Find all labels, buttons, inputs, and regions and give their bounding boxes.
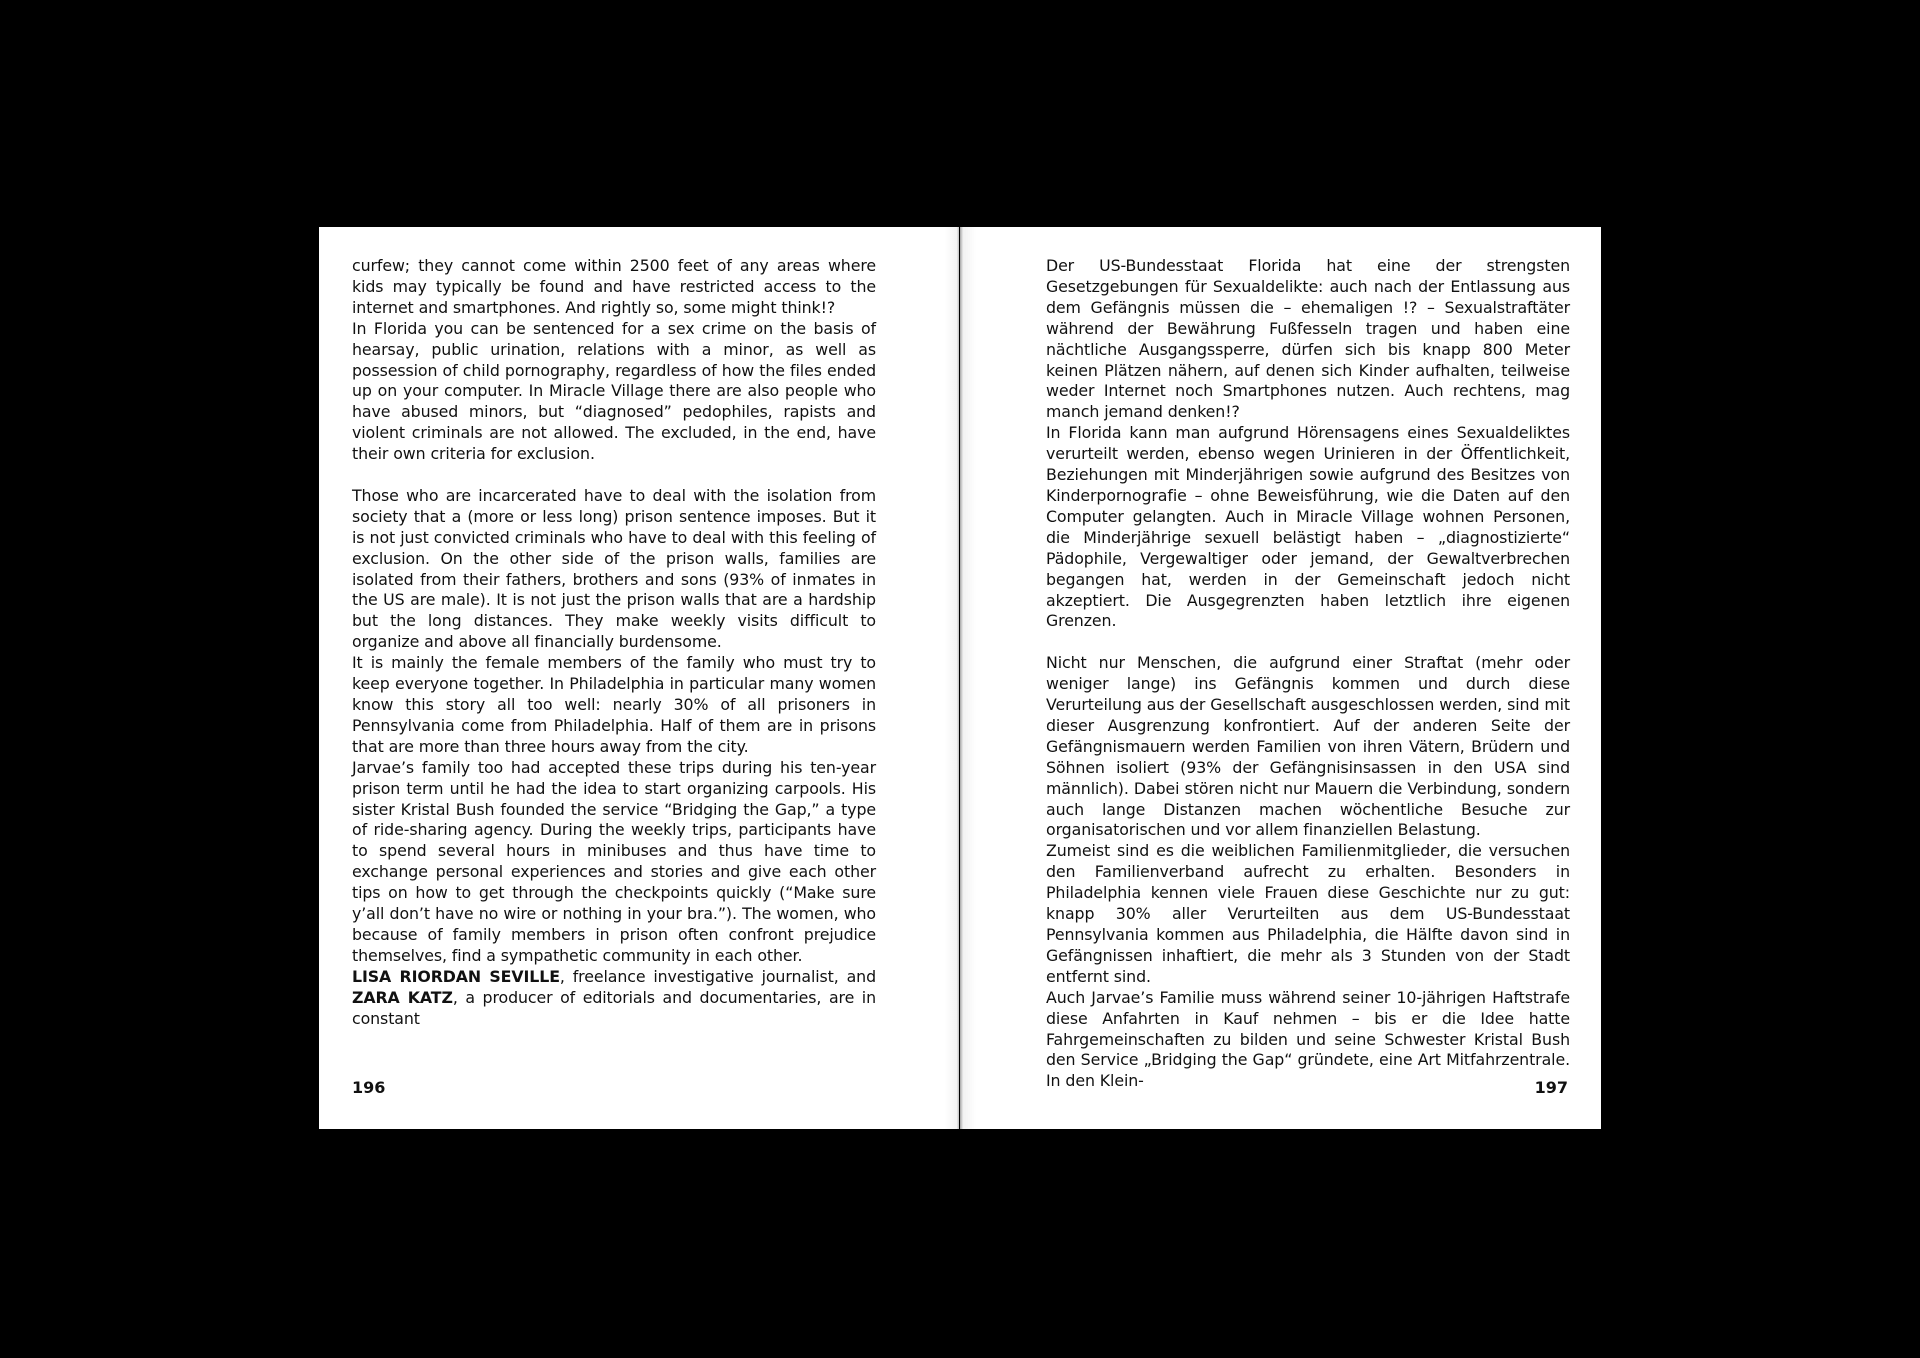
paragraph: Those who are incarcerated have to deal with the isolation from society that a (more or less long) prison sentence imposes. But it is not just convicted criminals who have to deal with this feeling of exclusion. On the other side of the prison walls, families are isolated from their fathers, brothers and sons (93% of inmates in the US are male). It is not just the prison walls that are a hardship but the long distances. They make weekly visits difficult to organize and above all financially burdensome. bbox=[352, 485, 876, 652]
paragraph: Nicht nur Menschen, die aufgrund einer Straftat (mehr oder weniger lange) ins Gefängnis kommen und durch diese Verurteilung aus der Gesellschaft ausgeschlossen werden, sind mit dieser Ausgrenzung konfrontiert. Auf der anderen Seite der Gefängnismauern werden Familien von ihren Vätern, Brüdern und Söhnen isoliert (93% der Gefängnisinsassen in den USA sind männlich). Dabei stören nicht nur Mauern die Verbindung, sondern auch lange Distanzen machen wöchentliche Besuche zur organisatorischen und vor allem finanziellen Belastung. bbox=[1046, 653, 1570, 840]
left-page bbox=[319, 227, 959, 1129]
paragraph: curfew; they cannot come within 2500 feet of any areas where kids may typically be found and have restricted access to the internet and smartphones. And rightly so, some might think!? bbox=[352, 256, 876, 317]
paragraph: Auch Jarvae’s Familie muss während seiner 10-jährigen Haftstrafe diese Anfahrten in Kauf nehmen – bis er die Idee hatte Fahrgemeinschaften zu bilden und seine Schwester Kristal Bush den Service „Bridging the Gap“ gründete, eine Art Mitfahrzentrale. In den Klein- bbox=[1046, 987, 1570, 1091]
credit-text-2: , a producer of editorials and documentaries, are in constant bbox=[352, 987, 876, 1028]
page-number: 197 bbox=[1534, 1078, 1568, 1097]
author-credit bbox=[352, 967, 876, 1030]
author-name-1: LISA RIORDAN SEVILLE bbox=[352, 966, 560, 986]
author-name-2: ZARA KATZ bbox=[352, 987, 453, 1007]
right-page bbox=[960, 227, 1601, 1129]
paragraph: In Florida you can be sentenced for a sex crime on the basis of hearsay, public urination, relations with a minor, as well as possession of child pornography, regardless of how the files ended up on your computer. In Miracle Village there are also people who have abused minors, but “diagnosed” pedophiles, rapists and violent criminals are not allowed. The excluded, in the end, have their own criteria for exclusion. bbox=[352, 318, 876, 464]
paragraph: Der US-Bundesstaat Florida hat eine der strengsten Gesetzgebungen für Sexualdelikte: auch nach der Entlassung aus dem Gefängnis müssen die – ehemaligen !? – Sexualstraftäter während der Bewährung Fußfesseln tragen und haben eine nächtliche Ausgangssperre, dürfen sich bis knapp 800 Meter keinen Plätzen nähern, auf denen sich Kinder aufhalten, teilweise weder Internet noch Smartphones nutzen. Auch rechtens, mag manch jemand denken!? bbox=[1046, 256, 1570, 422]
page-number: 196 bbox=[352, 1078, 386, 1097]
paragraph: Zumeist sind es die weiblichen Familienmitglieder, die versuchen den Familienverband aufrecht zu erhalten. Besonders in Philadelphia kennen viele Frauen diese Geschichte nur zu gut: knapp 30% aller Verurteilten aus dem US-Bundesstaat Pennsylvania kommen aus Philadelphia, die Hälfte davon sind in Gefängnissen inhaftiert, die mehr als 3 Stunden von der Stadt entfernt sind. bbox=[1046, 841, 1570, 986]
paragraph: In Florida kann man aufgrund Hörensagens eines Sexualdeliktes verurteilt werden, ebenso wegen Urinieren in der Öffentlichkeit, Beziehungen mit Minderjährigen sowie aufgrund des Besitzes von Kinderpornografie – ohne Beweisführung, wie die Daten auf den Computer gelangten. Auch in Miracle Village wohnen Personen, die Minderjährige sexuell belästigt haben – „diagnostizierte“ Pädophile, Vergewaltiger oder jemand, der Gewaltverbrechen begangen hat, werden in der Gemeinschaft jedoch nicht akzeptiert. Die Ausgegrenzten haben letztlich ihre eigenen Grenzen. bbox=[1046, 423, 1570, 631]
right-page-text bbox=[1046, 256, 1570, 1092]
paragraph: Jarvae’s family too had accepted these trips during his ten-year prison term until he had the idea to start organizing carpools. His sister Kristal Bush founded the service “Bridging the Gap,” a type of ride-sharing agency. During the weekly trips, participants have to spend several hours in minibuses and thus have time to exchange personal experiences and stories and give each other tips on how to get through the checkpoints quickly (“Make sure y’all don’t have no wire or nothing in your bra.”). The women, who because of family members in prison often confront prejudice themselves, find a sympathetic community in each other. bbox=[352, 757, 876, 965]
book-spread bbox=[319, 227, 1601, 1129]
left-page-text bbox=[352, 256, 876, 1030]
credit-text-1: , freelance investigative journalist, and bbox=[559, 966, 876, 986]
paragraph: It is mainly the female members of the family who must try to keep everyone together. In Philadelphia in particular many women know this story all too well: nearly 30% of all prisoners in Pennsylvania come from Philadelphia. Half of them are in prisons that are more than three hours away from the city. bbox=[352, 653, 876, 756]
